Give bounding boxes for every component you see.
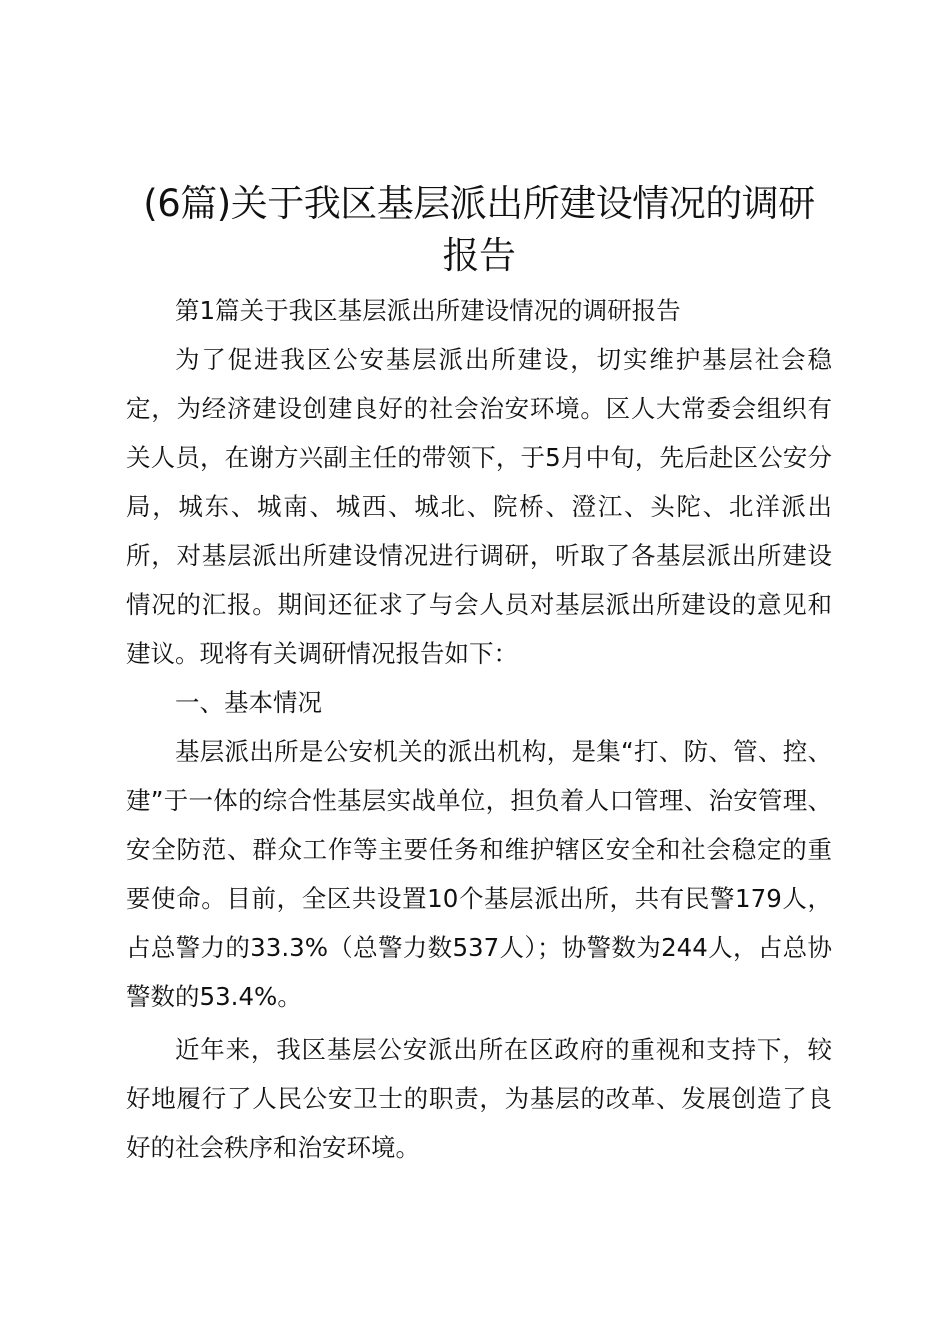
document-page (126, 178, 832, 1172)
document-title: (6篇)关于我区基层派出所建设情况的调研报告 (143, 182, 815, 277)
article-heading: 第1篇关于我区基层派出所建设情况的调研报告 (175, 296, 681, 325)
recent-years-paragraph: 近年来，我区基层公安派出所在区政府的重视和支持下，较好地履行了人民公安卫士的职责，为基层的改革、发展创造了良好的社会秩序和治安环境。 (126, 1035, 832, 1162)
section-heading-basic: 一、基本情况 (175, 688, 322, 717)
intro-paragraph: 为了促进我区公安基层派出所建设，切实维护基层社会稳定，为经济建设创建良好的社会治安环境。区人大常委会组织有关人员，在谢方兴副主任的带领下，于5月中旬，先后赴区公安分局，城东、城南、城西、城北、院桥、澄江、头陀、北洋派出所，对基层派出所建设情况进行调研，听取了各基层派出所建设情况的汇报。期间还征求了与会人员对基层派出所建设的意见和建议。现将有关调研情况报告如下： (126, 345, 832, 668)
basic-info-paragraph: 基层派出所是公安机关的派出机构，是集“打、防、管、控、建”于一体的综合性基层实战单位，担负着人口管理、治安管理、安全防范、群众工作等主要任务和维护辖区安全和社会稳定的重要使命。目前，全区共设置10个基层派出所，共有民警179人，占总警力的33.3%（总警力数537人）；协警数为244人，占总协警数的53.4%。 (126, 737, 832, 1011)
